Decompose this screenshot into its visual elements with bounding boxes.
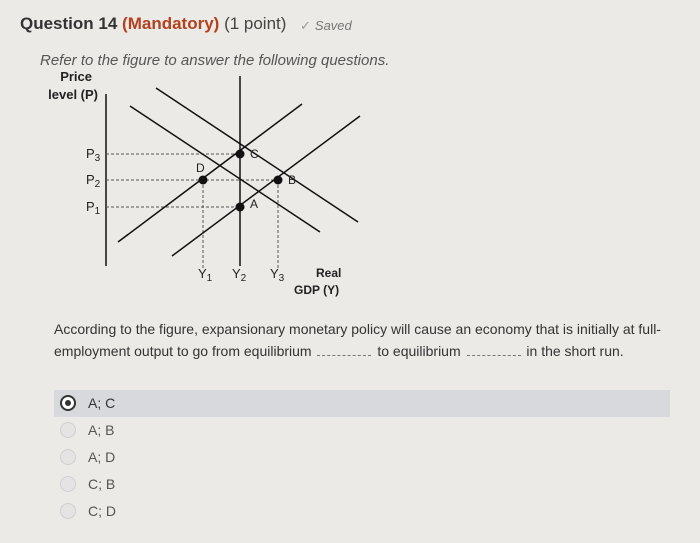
- x-axis-label-line1: Real: [316, 266, 342, 280]
- saved-label: Saved: [314, 18, 352, 33]
- y-axis-label-line2: level (P): [48, 87, 98, 102]
- point-d-dot: [199, 176, 208, 185]
- radio-selected-icon[interactable]: [60, 395, 76, 411]
- option-c-d[interactable]: [54, 498, 670, 525]
- point-b-dot: [274, 176, 283, 185]
- sras-curve-2: [172, 116, 360, 256]
- y2-label: $Y_2$: [232, 266, 247, 284]
- check-icon: ✓: [300, 18, 311, 33]
- blank-2: [467, 345, 521, 356]
- blank-1: [317, 345, 371, 356]
- option-label: C; B: [88, 476, 116, 492]
- radio-icon[interactable]: [60, 422, 76, 438]
- point-a-label: A: [250, 197, 259, 211]
- p1-label: $P_1$: [86, 199, 101, 217]
- question-text-part2: to equilibrium: [377, 343, 461, 359]
- option-c-b[interactable]: [54, 471, 670, 498]
- y1-label: $Y_1$: [198, 266, 213, 284]
- point-a-dot: [236, 203, 245, 212]
- option-label: A; D: [88, 449, 116, 465]
- question-header: [20, 14, 286, 34]
- mandatory-label: (Mandatory): [122, 14, 220, 33]
- y3-label: $Y_3$: [270, 266, 285, 284]
- question-text-part1: According to the figure, expansionary monetary policy will cause an economy that is initially at full-employment output to go from equilibrium: [54, 321, 661, 359]
- y-axis-label-line1: Price: [60, 69, 92, 84]
- saved-status: [300, 18, 352, 34]
- ad-curve-1: [130, 106, 320, 232]
- point-d-label: D: [196, 161, 205, 175]
- x-axis-label-line2: GDP (Y): [294, 283, 340, 297]
- p2-label: $P_2$: [86, 172, 101, 190]
- question-text: [54, 318, 684, 362]
- radio-icon[interactable]: [60, 503, 76, 519]
- answer-options: [54, 390, 670, 525]
- question-text-part3: in the short run.: [526, 343, 624, 359]
- radio-icon[interactable]: [60, 476, 76, 492]
- question-number: Question 14: [20, 14, 118, 33]
- radio-icon[interactable]: [60, 449, 76, 465]
- point-c-label: C: [250, 147, 259, 161]
- figure: [20, 66, 380, 307]
- p3-label: $P_3$: [86, 146, 101, 164]
- option-a-b[interactable]: [54, 417, 670, 444]
- point-b-label: B: [288, 173, 297, 187]
- option-label: A; C: [88, 395, 116, 411]
- option-label: A; B: [88, 422, 115, 438]
- points-label: (1 point): [224, 14, 287, 33]
- instruction-text: Refer to the figure to answer the following questions.: [40, 52, 390, 69]
- point-c-dot: [236, 150, 245, 159]
- ad-as-graph: [20, 66, 380, 302]
- option-a-d[interactable]: [54, 444, 670, 471]
- option-a-c[interactable]: [54, 390, 670, 417]
- option-label: C; D: [88, 503, 116, 519]
